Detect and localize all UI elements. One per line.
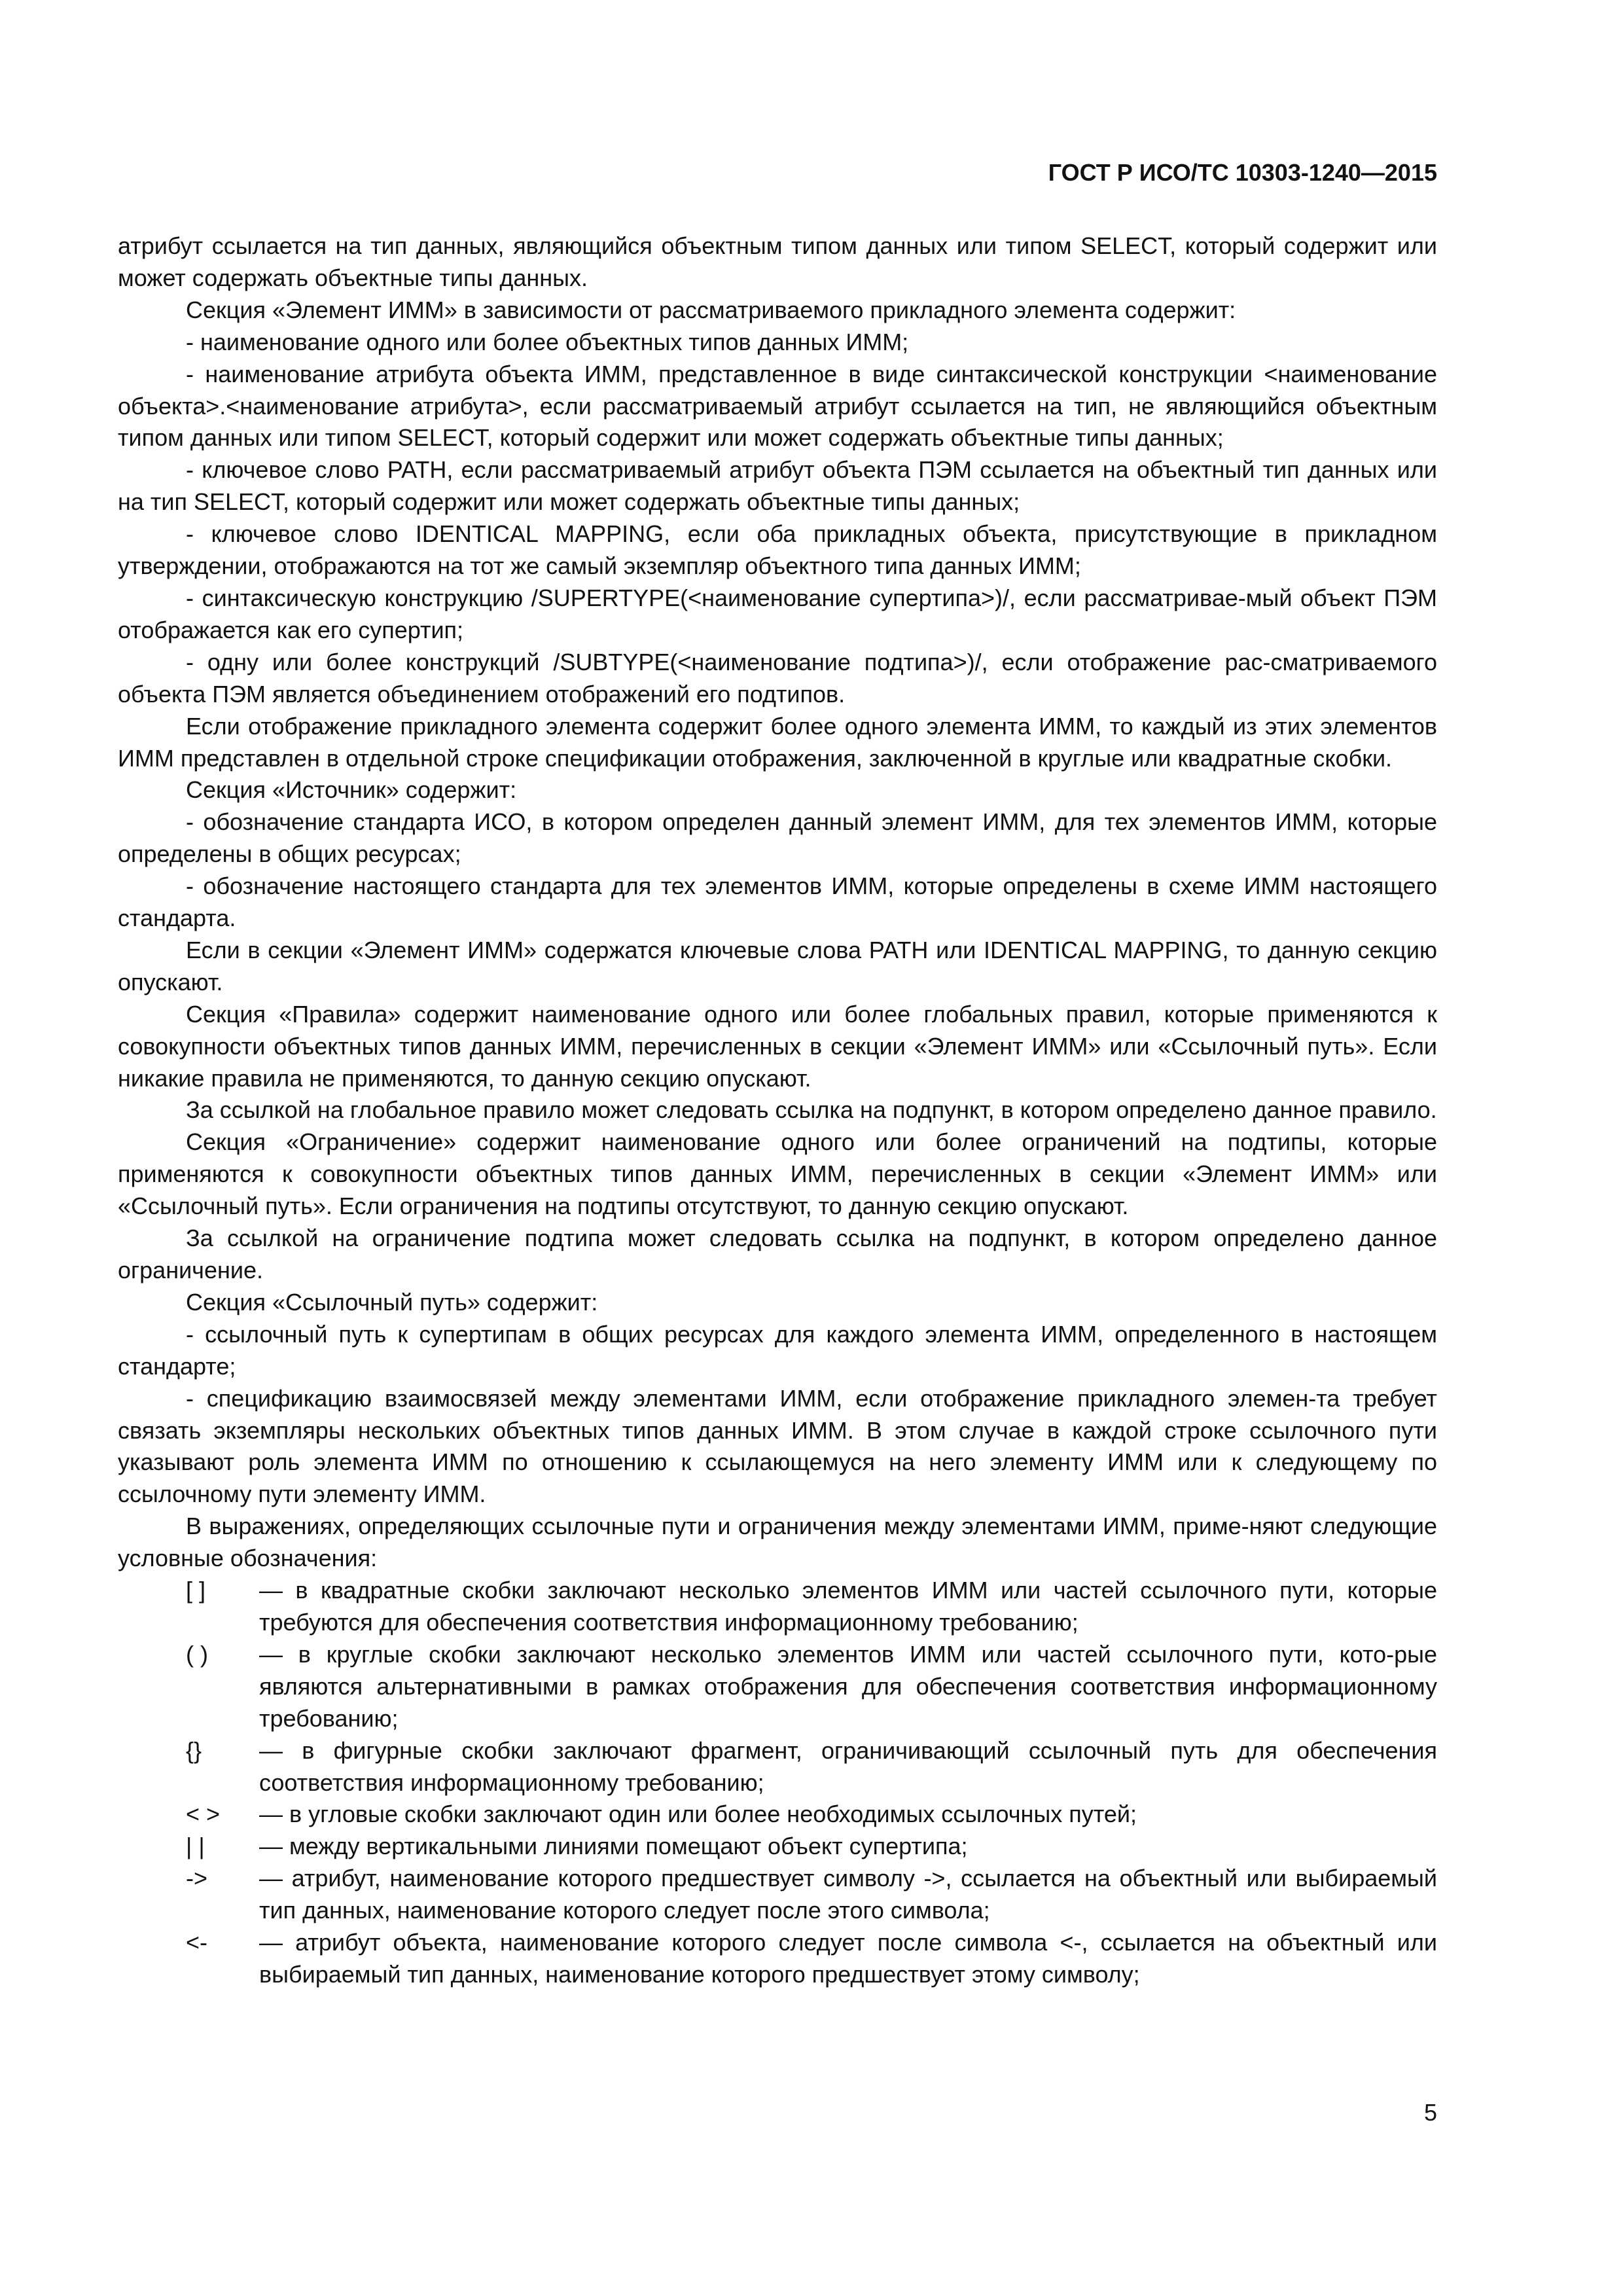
notation-description: — в угловые скобки заключают один или более необходимых ссылочных путей; bbox=[259, 1801, 1137, 1828]
list-item: - ключевое слово PATH, если рассматриваемый атрибут объекта ПЭМ ссылается на объектный тип данных или на тип SELECT, который содержит или может содержать объектные типы данных; bbox=[118, 456, 1437, 516]
notation-description: — атрибут, наименование которого предшествует символу ->, ссылается на объектный или выбираемый тип данных, наименование которого следует после этого символа; bbox=[259, 1865, 1437, 1924]
list-item: - ссылочный путь к супертипам в общих ресурсах для каждого элемента ИММ, определенного в настоящем стандарте; bbox=[118, 1320, 1437, 1380]
notation-symbol: | | bbox=[186, 1833, 205, 1860]
paragraph: Если в секции «Элемент ИММ» содержатся ключевые слова PATH или IDENTICAL MAPPING, то данную секцию опускают. bbox=[118, 936, 1437, 996]
paragraph: За ссылкой на глобальное правило может следовать ссылка на подпункт, в котором определено данное правило. bbox=[186, 1096, 1437, 1124]
notation-list bbox=[118, 1575, 1437, 1991]
list-item: - обозначение настоящего стандарта для тех элементов ИММ, которые определены в схеме ИММ настоящего стандарта. bbox=[118, 872, 1437, 932]
notation-item bbox=[118, 1575, 1437, 1639]
paragraph: Секция «Источник» содержит: bbox=[186, 776, 517, 804]
paragraph: Если отображение прикладного элемента содержит более одного элемента ИММ, то каждый из этих элементов ИММ представлен в отдельной строке спецификации отображения, заключенной в круглые или квадратные скобки. bbox=[118, 712, 1437, 772]
paragraph: За ссылкой на ограничение подтипа может следовать ссылка на подпункт, в котором определено данное ограничение. bbox=[118, 1225, 1437, 1283]
notation-symbol: -> bbox=[186, 1865, 208, 1892]
notation-item bbox=[118, 1831, 1437, 1863]
notation-description: — в фигурные скобки заключают фрагмент, ограничивающий ссылочный путь для обеспечения соответствия информационному требованию; bbox=[259, 1736, 1437, 1796]
notation-item bbox=[118, 1863, 1437, 1927]
notation-symbol: < > bbox=[186, 1801, 221, 1828]
notation-symbol: <- bbox=[186, 1929, 208, 1956]
list-item: - одну или более конструкций /SUBTYPE(<наименование подтипа>)/, если отображение рас-сматриваемого объекта ПЭМ является объединением отображений его подтипов. bbox=[118, 648, 1437, 708]
paragraph: Секция «Элемент ИММ» в зависимости от рассматриваемого прикладного элемента содержит: bbox=[186, 296, 1236, 323]
document-code-header: ГОСТ Р ИСО/ТС 10303-1240—2015 bbox=[1048, 159, 1437, 186]
paragraph: В выражениях, определяющих ссылочные пути и ограничения между элементами ИММ, приме-няют следующие условные обозначения: bbox=[118, 1513, 1437, 1572]
notation-symbol: ( ) bbox=[186, 1640, 208, 1668]
notation-item bbox=[118, 1799, 1437, 1831]
list-item: - ключевое слово IDENTICAL MAPPING, если оба прикладных объекта, присутствующие в прикладном утверждении, отображаются на тот же самый экземпляр объектного типа данных ИММ; bbox=[118, 520, 1437, 580]
list-item: - синтаксическую конструкцию /SUPERTYPE(<наименование супертипа>)/, если рассматривае-мый объект ПЭМ отображается как его супертип; bbox=[118, 584, 1437, 643]
list-item: - обозначение стандарта ИСО, в котором определен данный элемент ИММ, для тех элементов ИММ, которые определены в общих ресурсах; bbox=[118, 808, 1437, 868]
notation-symbol: [ ] bbox=[186, 1577, 206, 1604]
page-number: 5 bbox=[1423, 2099, 1437, 2126]
notation-description: — в квадратные скобки заключают несколько элементов ИММ или частей ссылочного пути, которые требуются для обеспечения соответствия информационному требованию; bbox=[259, 1577, 1437, 1636]
notation-description: — между вертикальными линиями помещают объект супертипа; bbox=[259, 1833, 968, 1860]
page-body bbox=[118, 230, 1437, 1991]
notation-item bbox=[118, 1927, 1437, 1991]
notation-item bbox=[118, 1639, 1437, 1735]
paragraph: Секция «Ссылочный путь» содержит: bbox=[186, 1288, 598, 1316]
notation-description: — атрибут объекта, наименование которого следует после символа <-, ссылается на объектный или выбираемый тип данных, наименование которого предшествует этому символу; bbox=[259, 1929, 1437, 1988]
list-item: - наименование атрибута объекта ИММ, представленное в виде синтаксической конструкции <наименование объекта>.<наименование атрибута>, если рассматриваемый атрибут ссылается на тип, не являющийся объектным типом данных или типом SELECT, который содержит или может содержать объектные типы данных; bbox=[118, 360, 1437, 452]
notation-symbol: {} bbox=[186, 1736, 202, 1764]
paragraph: Секция «Ограничение» содержит наименование одного или более ограничений на подтипы, которые применяются к совокупности объектных типов данных ИММ, перечисленных в секции «Элемент ИММ» или «Ссылочный путь». Если ограничения на подтипы отсутствуют, то данную секцию опускают. bbox=[118, 1128, 1437, 1220]
notation-item bbox=[118, 1735, 1437, 1799]
list-item: - наименование одного или более объектных типов данных ИММ; bbox=[186, 328, 909, 355]
notation-description: — в круглые скобки заключают несколько элементов ИММ или частей ссылочного пути, кото-рые являются альтернативными в рамках отображения для обеспечения соответствия информационному требованию; bbox=[259, 1640, 1437, 1732]
paragraph: атрибут ссылается на тип данных, являющийся объектным типом данных или типом SELECT, который содержит или может содержать объектные типы данных. bbox=[118, 232, 1437, 291]
list-item: - спецификацию взаимосвязей между элементами ИММ, если отображение прикладного элемен-та требует связать экземпляры нескольких объектных типов данных ИММ. В этом случае в каждой строке ссылочного пути указывают роль элемента ИММ по отношению к ссылающемуся на него элементу ИММ или к следующему по ссылочному пути элементу ИММ. bbox=[118, 1384, 1437, 1508]
paragraph: Секция «Правила» содержит наименование одного или более глобальных правил, которые применяются к совокупности объектных типов данных ИММ, перечисленных в секции «Элемент ИММ» или «Ссылочный путь». Если никакие правила не применяются, то данную секцию опускают. bbox=[118, 1000, 1437, 1092]
